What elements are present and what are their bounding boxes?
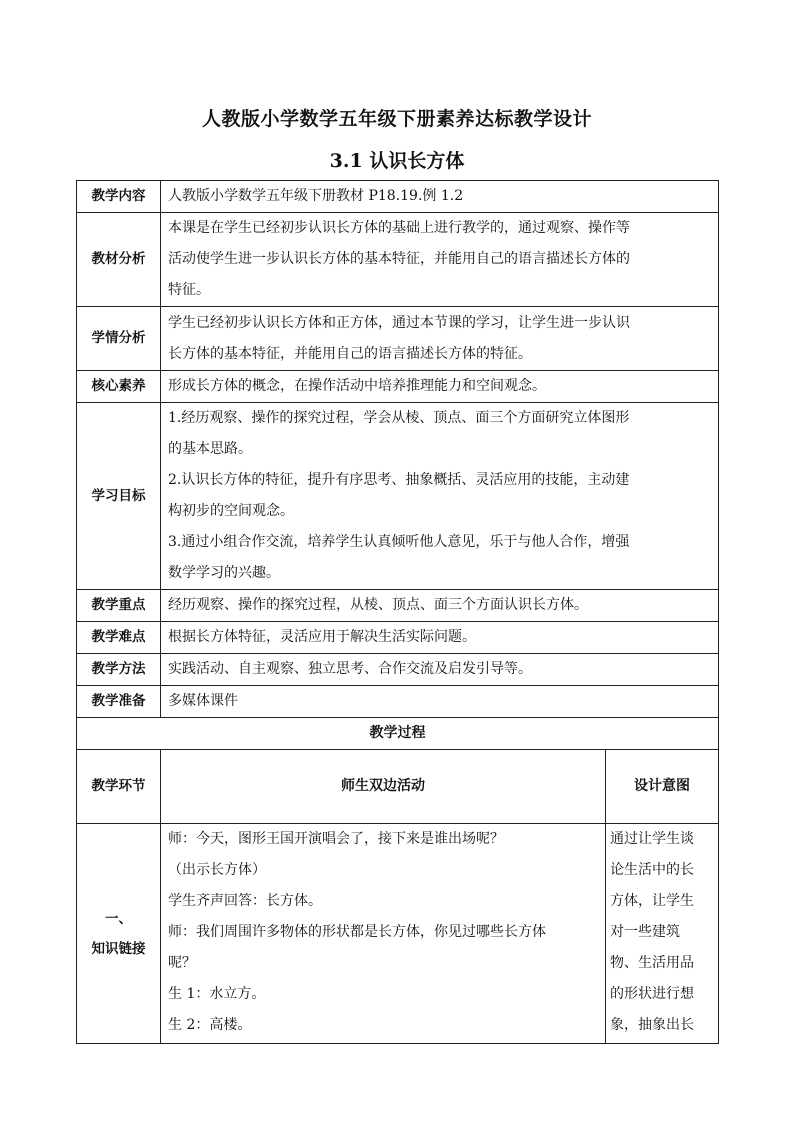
- intent-line: 象，抽象出长: [610, 1017, 694, 1033]
- content-line: 经历观察、操作的探究过程，从棱、顶点、面三个方面认识长方体。: [168, 597, 588, 613]
- row-content: [161, 403, 719, 590]
- content-line: 构初步的空间观念。: [168, 503, 294, 519]
- row-content: [161, 181, 719, 213]
- document-subtitle: 3.1 认识长方体: [329, 150, 465, 172]
- stage-1-cell: [77, 824, 161, 1044]
- stage-1-number: 一、: [105, 910, 132, 927]
- intent-line: 的形状进行想: [610, 986, 694, 1002]
- intent-line: 物、生活用品: [610, 955, 694, 971]
- row-label: 教材分析: [77, 213, 161, 307]
- row-label: 教学重点: [77, 590, 161, 622]
- activity-line: 学生齐声回答：长方体。: [168, 893, 322, 909]
- row-content: [161, 654, 719, 686]
- col-intent-header: 设计意图: [606, 750, 719, 824]
- stage-1-name: 知识链接: [91, 940, 146, 957]
- activity-line: 生 1：水立方。: [168, 986, 266, 1002]
- intent-line: 论生活中的长: [610, 862, 694, 878]
- row-label: 学情分析: [77, 307, 161, 371]
- content-line: 人教版小学数学五年级下册教材 P18.19.例 1.2: [168, 188, 464, 204]
- content-line: 实践活动、自主观察、独立思考、合作交流及启发引导等。: [168, 661, 532, 677]
- activity-line: 师：我们周围许多物体的形状都是长方体，你见过哪些长方体: [168, 924, 546, 940]
- row-content: [161, 686, 719, 718]
- row-label: 学习目标: [77, 403, 161, 590]
- content-line: 学生已经初步认识长方体和正方体，通过本节课的学习，让学生进一步认识: [168, 314, 630, 331]
- row-content: [161, 371, 719, 403]
- content-line: 的基本思路。: [168, 441, 252, 457]
- info-row: [77, 590, 719, 622]
- stage-1-intent: [606, 824, 719, 1044]
- row-content: [161, 590, 719, 622]
- content-line: 1.经历观察、操作的探究过程，学会从棱、顶点、面三个方面研究立体图形: [168, 410, 630, 426]
- activity-line: 师：今天，图形王国开演唱会了，接下来是谁出场呢？: [168, 831, 504, 847]
- info-row: [77, 213, 719, 307]
- content-line: 2.认识长方体的特征，提升有序思考、抽象概括、灵活应用的技能，主动建: [168, 472, 630, 488]
- info-row: [77, 307, 719, 371]
- activity-line: （出示长方体）: [168, 862, 266, 878]
- intent-line: 方体，让学生: [610, 893, 694, 909]
- info-row: [77, 654, 719, 686]
- row-label: 教学难点: [77, 622, 161, 654]
- content-line: 根据长方体特征，灵活应用于解决生活实际问题。: [168, 629, 476, 645]
- row-label: 教学准备: [77, 686, 161, 718]
- activity-line: 生 2：高楼。: [168, 1017, 252, 1033]
- lesson-plan-table: [76, 180, 719, 1044]
- row-content: [161, 622, 719, 654]
- info-row: [77, 686, 719, 718]
- content-line: 多媒体课件: [168, 693, 238, 709]
- info-row: [77, 622, 719, 654]
- row-label: 核心素养: [77, 371, 161, 403]
- content-line: 长方体的基本特征，并能用自己的语言描述长方体的特征。: [168, 345, 532, 362]
- activity-line: 呢？: [168, 955, 196, 971]
- content-line: 形成长方体的概念，在操作活动中培养推理能力和空间观念。: [168, 378, 546, 394]
- row-content: [161, 307, 719, 371]
- document-title: 人教版小学数学五年级下册素养达标教学设计: [201, 108, 592, 130]
- content-line: 活动使学生进一步认识长方体的基本特征，并能用自己的语言描述长方体的: [168, 251, 630, 267]
- info-row: [77, 403, 719, 590]
- process-heading: 教学过程: [77, 718, 719, 750]
- content-line: 3.通过小组合作交流，培养学生认真倾听他人意见，乐于与他人合作，增强: [168, 534, 630, 550]
- content-line: 本课是在学生已经初步认识长方体的基础上进行教学的，通过观察、操作等: [168, 220, 630, 236]
- stage-1-activity: [161, 824, 606, 1044]
- content-line: 数学学习的兴趣。: [168, 565, 280, 581]
- intent-line: 通过让学生谈: [610, 831, 694, 847]
- row-content: [161, 213, 719, 307]
- col-stage-header: 教学环节: [77, 750, 161, 824]
- info-row: [77, 371, 719, 403]
- col-activity-header: 师生双边活动: [161, 750, 606, 824]
- row-label: 教学方法: [77, 654, 161, 686]
- row-label: 教学内容: [77, 181, 161, 213]
- intent-line: 对一些建筑: [610, 924, 680, 940]
- content-line: 特征。: [168, 282, 210, 298]
- info-row: [77, 181, 719, 213]
